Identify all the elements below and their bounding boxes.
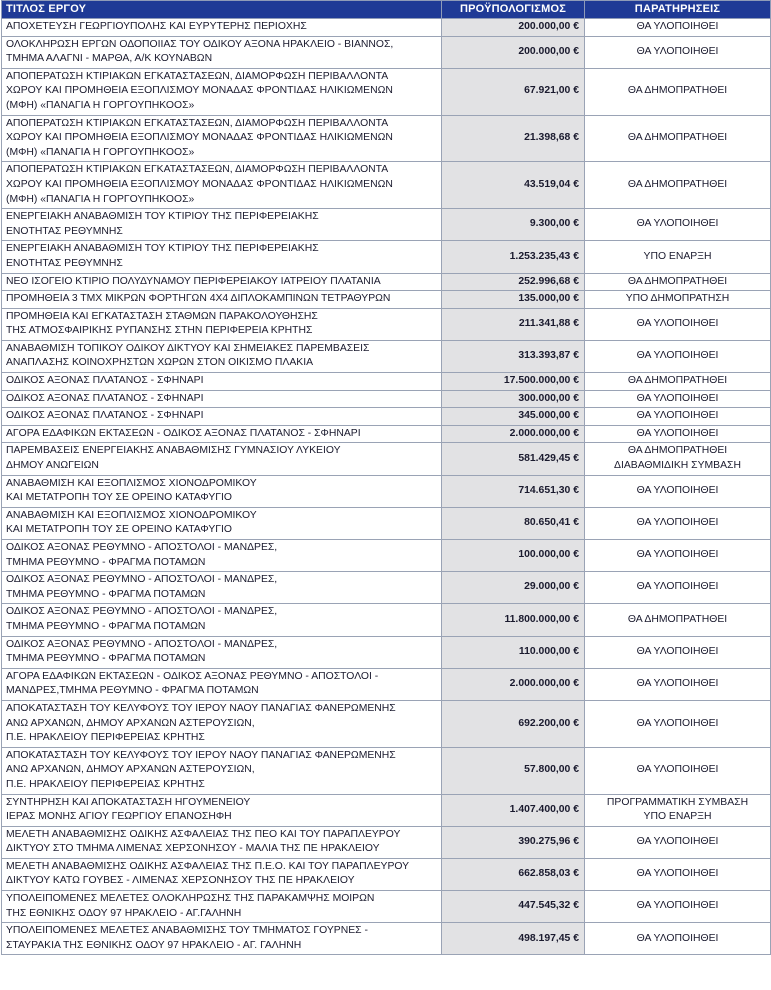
table-row — [2, 443, 771, 475]
table-row — [2, 209, 771, 241]
notes-line: ΘΑ ΥΛΟΠΟΙΗΘΕΙ — [636, 350, 719, 362]
project-title-line: ΑΝΑΒΑΘΜΙΣΗ ΤΟΠΙΚΟΥ ΟΔΙΚΟΥ ΔΙΚΤΥΟΥ ΚΑΙ ΣΗΜΕΙΑΚΕΣ ΠΑΡΕΜΒΑΣΕΙΣ — [6, 342, 370, 354]
notes-cell — [585, 209, 771, 241]
notes-cell — [585, 540, 771, 572]
project-title-line: ΔΙΚΤΥΟΥ ΚΑΤΩ ΓΟΥΒΕΣ - ΛΙΜΕΝΑΣ ΧΕΡΣΟΝΗΣΟΥ ΤΗΣ ΠΕ ΗΡΑΚΛΕΙΟΥ — [6, 875, 355, 887]
table-row — [2, 68, 771, 115]
project-title-line: ΠΡΟΜΗΘΕΙΑ 3 ΤΜΧ ΜΙΚΡΩΝ ΦΟΡΤΗΓΩΝ 4Χ4 ΔΙΠΛΟΚΑΜΠΙΝΩΝ ΤΕΤΡΑΘΥΡΩΝ — [6, 293, 391, 305]
budget-cell: 57.800,00 € — [442, 747, 585, 794]
project-title-line: ΕΝΟΤΗΤΑΣ ΡΕΘΥΜΝΗΣ — [6, 257, 123, 269]
budget-cell: 9.300,00 € — [442, 209, 585, 241]
project-title-cell — [2, 540, 442, 572]
notes-line: ΘΑ ΔΗΜΟΠΡΑΤΗΘΕΙ — [627, 178, 728, 190]
budget-cell: 714.651,30 € — [442, 475, 585, 507]
project-title-line: ΥΠΟΛΕΙΠΟΜΕΝΕΣ ΜΕΛΕΤΕΣ ΑΝΑΒΑΘΜΙΣΗΣ ΤΟΥ ΤΜΗΜΑΤΟΣ ΓΟΥΡΝΕΣ - — [6, 925, 368, 937]
notes-cell — [585, 604, 771, 636]
notes-line: ΘΑ ΔΗΜΟΠΡΑΤΗΘΕΙ — [627, 613, 728, 625]
budget-cell: 662.858,03 € — [442, 858, 585, 890]
project-title-cell — [2, 794, 442, 826]
project-title-line: (ΜΦΗ) «ΠΑΝΑΓΙΑ Η ΓΟΡΓΟΥΠΗΚΟΟΣ» — [6, 99, 195, 111]
budget-cell: 211.341,88 € — [442, 308, 585, 340]
table-row — [2, 668, 771, 700]
budget-cell: 135.000,00 € — [442, 291, 585, 309]
project-title-line: (ΜΦΗ) «ΠΑΝΑΓΙΑ Η ΓΟΡΓΟΥΠΗΚΟΟΣ» — [6, 146, 195, 158]
project-title-line: ΤΗΣ ΕΘΝΙΚΗΣ ΟΔΟΥ 97 ΗΡΑΚΛΕΙΟ - ΑΓ.ΓΑΛΗΝΗ — [6, 907, 242, 919]
notes-line: ΘΑ ΥΛΟΠΟΙΗΘΕΙ — [636, 678, 719, 690]
table-row — [2, 826, 771, 858]
notes-cell — [585, 408, 771, 426]
notes-cell — [585, 36, 771, 68]
budget-cell: 21.398,68 € — [442, 115, 585, 162]
notes-cell — [585, 747, 771, 794]
notes-line: ΘΑ ΔΗΜΟΠΡΑΤΗΘΕΙ — [627, 275, 728, 287]
notes-line: ΘΑ ΥΛΟΠΟΙΗΘΕΙ — [636, 218, 719, 230]
budget-cell: 200.000,00 € — [442, 36, 585, 68]
project-title-cell — [2, 923, 442, 955]
project-title-line: ΙΕΡΑΣ ΜΟΝΗΣ ΑΓΙΟΥ ΓΕΩΡΓΙΟΥ ΕΠΑΝΟΣΗΦΗ — [6, 811, 232, 823]
project-title-line: ΥΠΟΛΕΙΠΟΜΕΝΕΣ ΜΕΛΕΤΕΣ ΟΛΟΚΛΗΡΩΣΗΣ ΤΗΣ ΠΑΡΑΚΑΜΨΗΣ ΜΟΙΡΩΝ — [6, 893, 375, 905]
table-row — [2, 291, 771, 309]
notes-cell — [585, 162, 771, 209]
project-title-cell — [2, 700, 442, 747]
notes-cell — [585, 373, 771, 391]
notes-line: ΘΑ ΥΛΟΠΟΙΗΘΕΙ — [636, 45, 719, 57]
project-title-line: ΑΠΟΠΕΡΑΤΩΣΗ ΚΤΙΡΙΑΚΩΝ ΕΓΚΑΤΑΣΤΑΣΕΩΝ, ΔΙΑΜΟΡΦΩΣΗ ΠΕΡΙΒΑΛΛΟΝΤΑ — [6, 117, 389, 129]
project-title-cell — [2, 209, 442, 241]
project-title-line: ΤΜΗΜΑ ΡΕΘΥΜΝΟ - ΦΡΑΓΜΑ ΠΟΤΑΜΩΝ — [6, 620, 206, 632]
project-title-cell — [2, 443, 442, 475]
table-row — [2, 794, 771, 826]
budget-cell: 43.519,04 € — [442, 162, 585, 209]
project-title-line: ΟΔΙΚΟΣ ΑΞΟΝΑΣ ΡΕΘΥΜΝΟ - ΑΠΟΣΤΟΛΟΙ - ΜΑΝΔΡΕΣ, — [6, 606, 278, 618]
project-title-cell — [2, 747, 442, 794]
notes-cell — [585, 340, 771, 372]
project-title-line: ΟΔΙΚΟΣ ΑΞΟΝΑΣ ΠΛΑΤΑΝΟΣ - ΣΦΗΝΑΡΙ — [6, 410, 204, 422]
notes-line: ΘΑ ΥΛΟΠΟΙΗΘΕΙ — [636, 549, 719, 561]
header-title: ΤΙΤΛΟΣ ΕΡΓΟΥ — [2, 1, 442, 19]
project-title-line: ΜΑΝΔΡΕΣ,ΤΜΗΜΑ ΡΕΘΥΜΝΟ - ΦΡΑΓΜΑ ΠΟΤΑΜΩΝ — [6, 685, 259, 697]
notes-cell — [585, 241, 771, 273]
budget-cell: 345.000,00 € — [442, 408, 585, 426]
project-title-line: ΣΤΑΥΡΑΚΙΑ ΤΗΣ ΕΘΝΙΚΗΣ ΟΔΟΥ 97 ΗΡΑΚΛΕΙΟ - ΑΓ. ΓΑΛΗΝΗ — [6, 939, 302, 951]
project-title-line: ΑΓΟΡΑ ΕΔΑΦΙΚΩΝ ΕΚΤΑΣΕΩΝ - ΟΔΙΚΟΣ ΑΞΟΝΑΣ ΠΛΑΤΑΝΟΣ - ΣΦΗΝΑΡΙ — [6, 427, 361, 439]
project-title-cell — [2, 36, 442, 68]
table-row — [2, 390, 771, 408]
table-row — [2, 572, 771, 604]
project-title-line: ΚΑΙ ΜΕΤΑΤΡΟΠΗ ΤΟΥ ΣΕ ΟΡΕΙΝΟ ΚΑΤΑΦΥΓΙΟ — [6, 492, 232, 504]
notes-cell — [585, 923, 771, 955]
budget-cell: 313.393,87 € — [442, 340, 585, 372]
notes-cell — [585, 273, 771, 291]
project-title-line: ΧΩΡΟΥ ΚΑΙ ΠΡΟΜΗΘΕΙΑ ΕΞΟΠΛΙΣΜΟΥ ΜΟΝΑΔΑΣ ΦΡΟΝΤΙΔΑΣ ΗΛΙΚΙΩΜΕΝΩΝ — [6, 178, 393, 190]
notes-cell — [585, 700, 771, 747]
project-title-line: ΑΓΟΡΑ ΕΔΑΦΙΚΩΝ ΕΚΤΑΣΕΩΝ - ΟΔΙΚΟΣ ΑΞΟΝΑΣ ΡΕΘΥΜΝΟ - ΑΠΟΣΤΟΛΟΙ - — [6, 670, 379, 682]
project-title-cell — [2, 373, 442, 391]
table-row — [2, 425, 771, 443]
table-row — [2, 636, 771, 668]
project-title-cell — [2, 668, 442, 700]
budget-cell: 581.429,45 € — [442, 443, 585, 475]
project-title-line: ΧΩΡΟΥ ΚΑΙ ΠΡΟΜΗΘΕΙΑ ΕΞΟΠΛΙΣΜΟΥ ΜΟΝΑΔΑΣ ΦΡΟΝΤΙΔΑΣ ΗΛΙΚΙΩΜΕΝΩΝ — [6, 132, 393, 144]
notes-line: ΘΑ ΥΛΟΠΟΙΗΘΕΙ — [636, 581, 719, 593]
table-row — [2, 273, 771, 291]
project-title-line: ΧΩΡΟΥ ΚΑΙ ΠΡΟΜΗΘΕΙΑ ΕΞΟΠΛΙΣΜΟΥ ΜΟΝΑΔΑΣ ΦΡΟΝΤΙΔΑΣ ΗΛΙΚΙΩΜΕΝΩΝ — [6, 85, 393, 97]
project-title-line: ΔΗΜΟΥ ΑΝΩΓΕΙΩΝ — [6, 460, 99, 472]
project-title-line: ΣΥΝΤΗΡΗΣΗ ΚΑΙ ΑΠΟΚΑΤΑΣΤΑΣΗ ΗΓΟΥΜΕΝΕΙΟΥ — [6, 796, 251, 808]
project-title-line: ΑΝΑΒΑΘΜΙΣΗ ΚΑΙ ΕΞΟΠΛΙΣΜΟΣ ΧΙΟΝΟΔΡΟΜΙΚΟΥ — [6, 477, 257, 489]
project-title-line: ΤΗΣ ΑΤΜΟΣΦΑΙΡΙΚΗΣ ΡΥΠΑΝΣΗΣ ΣΤΗΝ ΠΕΡΙΦΕΡΕΙΑ ΚΡΗΤΗΣ — [6, 325, 313, 337]
table-row — [2, 858, 771, 890]
table-row — [2, 115, 771, 162]
project-title-cell — [2, 475, 442, 507]
notes-line: ΘΑ ΥΛΟΠΟΙΗΘΕΙ — [636, 317, 719, 329]
table-row — [2, 700, 771, 747]
notes-line: ΘΑ ΥΛΟΠΟΙΗΘΕΙ — [636, 410, 719, 422]
notes-line: ΥΠΟ ΕΝΑΡΞΗ — [643, 250, 712, 262]
project-title-line: ΑΝΑΒΑΘΜΙΣΗ ΚΑΙ ΕΞΟΠΛΙΣΜΟΣ ΧΙΟΝΟΔΡΟΜΙΚΟΥ — [6, 509, 257, 521]
budget-cell: 200.000,00 € — [442, 19, 585, 37]
budget-cell: 67.921,00 € — [442, 68, 585, 115]
project-title-cell — [2, 604, 442, 636]
table-row — [2, 540, 771, 572]
budget-cell: 498.197,45 € — [442, 923, 585, 955]
notes-line: ΘΑ ΥΛΟΠΟΙΗΘΕΙ — [636, 427, 719, 439]
notes-line: ΘΑ ΥΛΟΠΟΙΗΘΕΙ — [636, 484, 719, 496]
project-title-cell — [2, 826, 442, 858]
table-row — [2, 308, 771, 340]
notes-cell — [585, 794, 771, 826]
notes-line: ΘΑ ΥΛΟΠΟΙΗΘΕΙ — [636, 835, 719, 847]
project-title-line: ΟΛΟΚΛΗΡΩΣΗ ΕΡΓΩΝ ΟΔΟΠΟΙΙΑΣ ΤΟΥ ΟΔΙΚΟΥ ΑΞΟΝΑ ΗΡΑΚΛΕΙΟ - ΒΙΑΝΝΟΣ, — [6, 38, 394, 50]
project-title-line: ΠΡΟΜΗΘΕΙΑ ΚΑΙ ΕΓΚΑΤΑΣΤΑΣΗ ΣΤΑΘΜΩΝ ΠΑΡΑΚΟΛΟΥΘΗΣΗΣ — [6, 310, 318, 322]
notes-cell — [585, 19, 771, 37]
budget-cell: 692.200,00 € — [442, 700, 585, 747]
projects-budget-table — [1, 0, 771, 955]
project-title-cell — [2, 162, 442, 209]
notes-line: ΘΑ ΥΛΟΠΟΙΗΘΕΙ — [636, 932, 719, 944]
notes-line: ΠΡΟΓΡΑΜΜΑΤΙΚΗ ΣΥΜΒΑΣΗ — [606, 796, 749, 808]
notes-line: ΘΑ ΔΗΜΟΠΡΑΤΗΘΕΙ — [627, 132, 728, 144]
notes-cell — [585, 425, 771, 443]
notes-cell — [585, 475, 771, 507]
table-header — [2, 1, 771, 19]
notes-line: ΘΑ ΥΛΟΠΟΙΗΘΕΙ — [636, 868, 719, 880]
project-title-line: ΑΝΩ ΑΡΧΑΝΩΝ, ΔΗΜΟΥ ΑΡΧΑΝΩΝ ΑΣΤΕΡΟΥΣΙΩΝ, — [6, 717, 255, 729]
project-title-line: ΤΜΗΜΑ ΑΛΑΓΝΙ - ΜΑΡΘΑ, Α/Κ ΚΟΥΝΑΒΩΝ — [6, 53, 213, 65]
project-title-line: ΕΝΕΡΓΕΙΑΚΗ ΑΝΑΒΑΘΜΙΣΗ ΤΟΥ ΚΤΙΡΙΟΥ ΤΗΣ ΠΕΡΙΦΕΡΕΙΑΚΗΣ — [6, 243, 319, 255]
table-row — [2, 162, 771, 209]
notes-line: ΘΑ ΥΛΟΠΟΙΗΘΕΙ — [636, 392, 719, 404]
budget-cell: 300.000,00 € — [442, 390, 585, 408]
project-title-line: Π.Ε. ΗΡΑΚΛΕΙΟΥ ΠΕΡΙΦΕΡΕΙΑΣ ΚΡΗΤΗΣ — [6, 732, 205, 744]
budget-cell: 252.996,68 € — [442, 273, 585, 291]
project-title-line: ΟΔΙΚΟΣ ΑΞΟΝΑΣ ΠΛΑΤΑΝΟΣ - ΣΦΗΝΑΡΙ — [6, 392, 204, 404]
notes-cell — [585, 443, 771, 475]
table-row — [2, 340, 771, 372]
project-title-cell — [2, 68, 442, 115]
project-title-cell — [2, 891, 442, 923]
notes-line: ΘΑ ΥΛΟΠΟΙΗΘΕΙ — [636, 645, 719, 657]
notes-line: ΘΑ ΥΛΟΠΟΙΗΘΕΙ — [636, 21, 719, 32]
project-title-line: ΟΔΙΚΟΣ ΑΞΟΝΑΣ ΡΕΘΥΜΝΟ - ΑΠΟΣΤΟΛΟΙ - ΜΑΝΔΡΕΣ, — [6, 638, 278, 650]
project-title-cell — [2, 408, 442, 426]
project-title-line: ΑΠΟΚΑΤΑΣΤΑΣΗ ΤΟΥ ΚΕΛΥΦΟΥΣ ΤΟΥ ΙΕΡΟΥ ΝΑΟΥ ΠΑΝΑΓΙΑΣ ΦΑΝΕΡΩΜΕΝΗΣ — [6, 702, 396, 714]
budget-cell: 80.650,41 € — [442, 507, 585, 539]
budget-cell: 2.000.000,00 € — [442, 668, 585, 700]
project-title-line: ΑΠΟΠΕΡΑΤΩΣΗ ΚΤΙΡΙΑΚΩΝ ΕΓΚΑΤΑΣΤΑΣΕΩΝ, ΔΙΑΜΟΡΦΩΣΗ ΠΕΡΙΒΑΛΛΟΝΤΑ — [6, 164, 389, 176]
project-title-cell — [2, 291, 442, 309]
project-title-cell — [2, 572, 442, 604]
budget-cell: 110.000,00 € — [442, 636, 585, 668]
notes-cell — [585, 572, 771, 604]
project-title-cell — [2, 19, 442, 37]
budget-cell: 11.800.000,00 € — [442, 604, 585, 636]
project-title-line: ΑΠΟΚΑΤΑΣΤΑΣΗ ΤΟΥ ΚΕΛΥΦΟΥΣ ΤΟΥ ΙΕΡΟΥ ΝΑΟΥ ΠΑΝΑΓΙΑΣ ΦΑΝΕΡΩΜΕΝΗΣ — [6, 749, 396, 761]
notes-line: ΘΑ ΥΛΟΠΟΙΗΘΕΙ — [636, 900, 719, 912]
notes-line: ΘΑ ΥΛΟΠΟΙΗΘΕΙ — [636, 764, 719, 776]
project-title-line: Π.Ε. ΗΡΑΚΛΕΙΟΥ ΠΕΡΙΦΕΡΕΙΑΣ ΚΡΗΤΗΣ — [6, 778, 205, 790]
table-row — [2, 475, 771, 507]
header-row — [2, 1, 771, 19]
notes-line: ΘΑ ΔΗΜΟΠΡΑΤΗΘΕΙ — [627, 445, 728, 457]
project-title-line: ΟΔΙΚΟΣ ΑΞΟΝΑΣ ΡΕΘΥΜΝΟ - ΑΠΟΣΤΟΛΟΙ - ΜΑΝΔΡΕΣ, — [6, 574, 278, 586]
notes-line: ΘΑ ΔΗΜΟΠΡΑΤΗΘΕΙ — [627, 375, 728, 387]
project-title-cell — [2, 390, 442, 408]
budget-cell: 29.000,00 € — [442, 572, 585, 604]
notes-cell — [585, 68, 771, 115]
project-title-cell — [2, 507, 442, 539]
budget-cell: 1.253.235,43 € — [442, 241, 585, 273]
notes-cell — [585, 507, 771, 539]
project-title-cell — [2, 308, 442, 340]
notes-cell — [585, 636, 771, 668]
project-title-line: ΜΕΛΕΤΗ ΑΝΑΒΑΘΜΙΣΗΣ ΟΔΙΚΗΣ ΑΣΦΑΛΕΙΑΣ ΤΗΣ Π.Ε.Ο. ΚΑΙ ΤΟΥ ΠΑΡΑΠΛΕΥΡΟΥ — [6, 860, 410, 872]
project-title-line: ΑΠΟΧΕΤΕΥΣΗ ΓΕΩΡΓΙΟΥΠΟΛΗΣ ΚΑΙ ΕΥΡΥΤΕΡΗΣ ΠΕΡΙΟΧΗΣ — [6, 21, 307, 32]
project-title-cell — [2, 425, 442, 443]
project-title-cell — [2, 858, 442, 890]
project-title-line: ΔΙΚΤΥΟΥ ΣΤΟ ΤΜΗΜΑ ΛΙΜΕΝΑΣ ΧΕΡΣΟΝΗΣΟΥ - ΜΑΛΙΑ ΤΗΣ ΠΕ ΗΡΑΚΛΕΙΟΥ — [6, 843, 380, 855]
budget-cell: 17.500.000,00 € — [442, 373, 585, 391]
project-title-line: ΑΝΑΠΛΑΣΗΣ ΚΟΙΝΟΧΡΗΣΤΩΝ ΧΩΡΩΝ ΣΤΟΝ ΟΙΚΙΣΜΟ ΠΛΑΚΙΑ — [6, 357, 314, 369]
notes-cell — [585, 826, 771, 858]
notes-line: ΔΙΑΒΑΘΜΙΔΙΚΗ ΣΥΜΒΑΣΗ — [614, 460, 741, 472]
notes-cell — [585, 390, 771, 408]
header-budget: ΠΡΟΫΠΟΛΟΓΙΣΜΟΣ — [442, 1, 585, 19]
notes-line: ΘΑ ΥΛΟΠΟΙΗΘΕΙ — [636, 517, 719, 529]
project-title-line: ΝΕΟ ΙΣΟΓΕΙΟ ΚΤΙΡΙΟ ΠΟΛΥΔΥΝΑΜΟΥ ΠΕΡΙΦΕΡΕΙΑΚΟΥ ΙΑΤΡΕΙΟΥ ΠΛΑΤΑΝΙΑ — [6, 275, 381, 287]
project-title-line: ΠΑΡΕΜΒΑΣΕΙΣ ΕΝΕΡΓΕΙΑΚΗΣ ΑΝΑΒΑΘΜΙΣΗΣ ΓΥΜΝΑΣΙΟΥ ΛΥΚΕΙΟΥ — [6, 445, 341, 457]
project-title-line: ΕΝΟΤΗΤΑΣ ΡΕΘΥΜΝΗΣ — [6, 225, 123, 237]
table-row — [2, 604, 771, 636]
notes-line: ΥΠΟ ΔΗΜΟΠΡΑΤΗΣΗ — [625, 293, 730, 305]
project-title-cell — [2, 340, 442, 372]
budget-cell: 1.407.400,00 € — [442, 794, 585, 826]
project-title-line: ΚΑΙ ΜΕΤΑΤΡΟΠΗ ΤΟΥ ΣΕ ΟΡΕΙΝΟ ΚΑΤΑΦΥΓΙΟ — [6, 524, 232, 536]
project-title-cell — [2, 636, 442, 668]
project-title-line: ΤΜΗΜΑ ΡΕΘΥΜΝΟ - ΦΡΑΓΜΑ ΠΟΤΑΜΩΝ — [6, 556, 206, 568]
project-title-line: ΤΜΗΜΑ ΡΕΘΥΜΝΟ - ΦΡΑΓΜΑ ΠΟΤΑΜΩΝ — [6, 588, 206, 600]
project-title-line: ΟΔΙΚΟΣ ΑΞΟΝΑΣ ΠΛΑΤΑΝΟΣ - ΣΦΗΝΑΡΙ — [6, 375, 204, 387]
notes-cell — [585, 291, 771, 309]
table-row — [2, 36, 771, 68]
table-row — [2, 19, 771, 37]
notes-cell — [585, 308, 771, 340]
project-title-cell — [2, 115, 442, 162]
table-row — [2, 747, 771, 794]
budget-cell: 100.000,00 € — [442, 540, 585, 572]
table-row — [2, 507, 771, 539]
notes-line: ΘΑ ΥΛΟΠΟΙΗΘΕΙ — [636, 717, 719, 729]
table-body — [2, 19, 771, 955]
project-title-line: ΑΠΟΠΕΡΑΤΩΣΗ ΚΤΙΡΙΑΚΩΝ ΕΓΚΑΤΑΣΤΑΣΕΩΝ, ΔΙΑΜΟΡΦΩΣΗ ΠΕΡΙΒΑΛΛΟΝΤΑ — [6, 70, 389, 82]
notes-cell — [585, 891, 771, 923]
budget-cell: 447.545,32 € — [442, 891, 585, 923]
project-title-line: ΕΝΕΡΓΕΙΑΚΗ ΑΝΑΒΑΘΜΙΣΗ ΤΟΥ ΚΤΙΡΙΟΥ ΤΗΣ ΠΕΡΙΦΕΡΕΙΑΚΗΣ — [6, 211, 319, 223]
project-title-line: ΜΕΛΕΤΗ ΑΝΑΒΑΘΜΙΣΗΣ ΟΔΙΚΗΣ ΑΣΦΑΛΕΙΑΣ ΤΗΣ ΠΕΟ ΚΑΙ ΤΟΥ ΠΑΡΑΠΛΕΥΡΟΥ — [6, 828, 401, 840]
project-title-line: ΑΝΩ ΑΡΧΑΝΩΝ, ΔΗΜΟΥ ΑΡΧΑΝΩΝ ΑΣΤΕΡΟΥΣΙΩΝ, — [6, 764, 255, 776]
notes-cell — [585, 668, 771, 700]
notes-line: ΘΑ ΔΗΜΟΠΡΑΤΗΘΕΙ — [627, 85, 728, 97]
notes-cell — [585, 115, 771, 162]
table-row — [2, 241, 771, 273]
notes-line: ΥΠΟ ΕΝΑΡΞΗ — [643, 811, 712, 823]
header-notes: ΠΑΡΑΤΗΡΗΣΕΙΣ — [585, 1, 771, 19]
project-title-cell — [2, 273, 442, 291]
table-row — [2, 923, 771, 955]
table-row — [2, 373, 771, 391]
project-title-line: (ΜΦΗ) «ΠΑΝΑΓΙΑ Η ΓΟΡΓΟΥΠΗΚΟΟΣ» — [6, 193, 195, 205]
project-title-cell — [2, 241, 442, 273]
table-row — [2, 891, 771, 923]
table-row — [2, 408, 771, 426]
notes-cell — [585, 858, 771, 890]
budget-cell: 2.000.000,00 € — [442, 425, 585, 443]
budget-cell: 390.275,96 € — [442, 826, 585, 858]
project-title-line: ΟΔΙΚΟΣ ΑΞΟΝΑΣ ΡΕΘΥΜΝΟ - ΑΠΟΣΤΟΛΟΙ - ΜΑΝΔΡΕΣ, — [6, 542, 278, 553]
project-title-line: ΤΜΗΜΑ ΡΕΘΥΜΝΟ - ΦΡΑΓΜΑ ΠΟΤΑΜΩΝ — [6, 653, 206, 665]
